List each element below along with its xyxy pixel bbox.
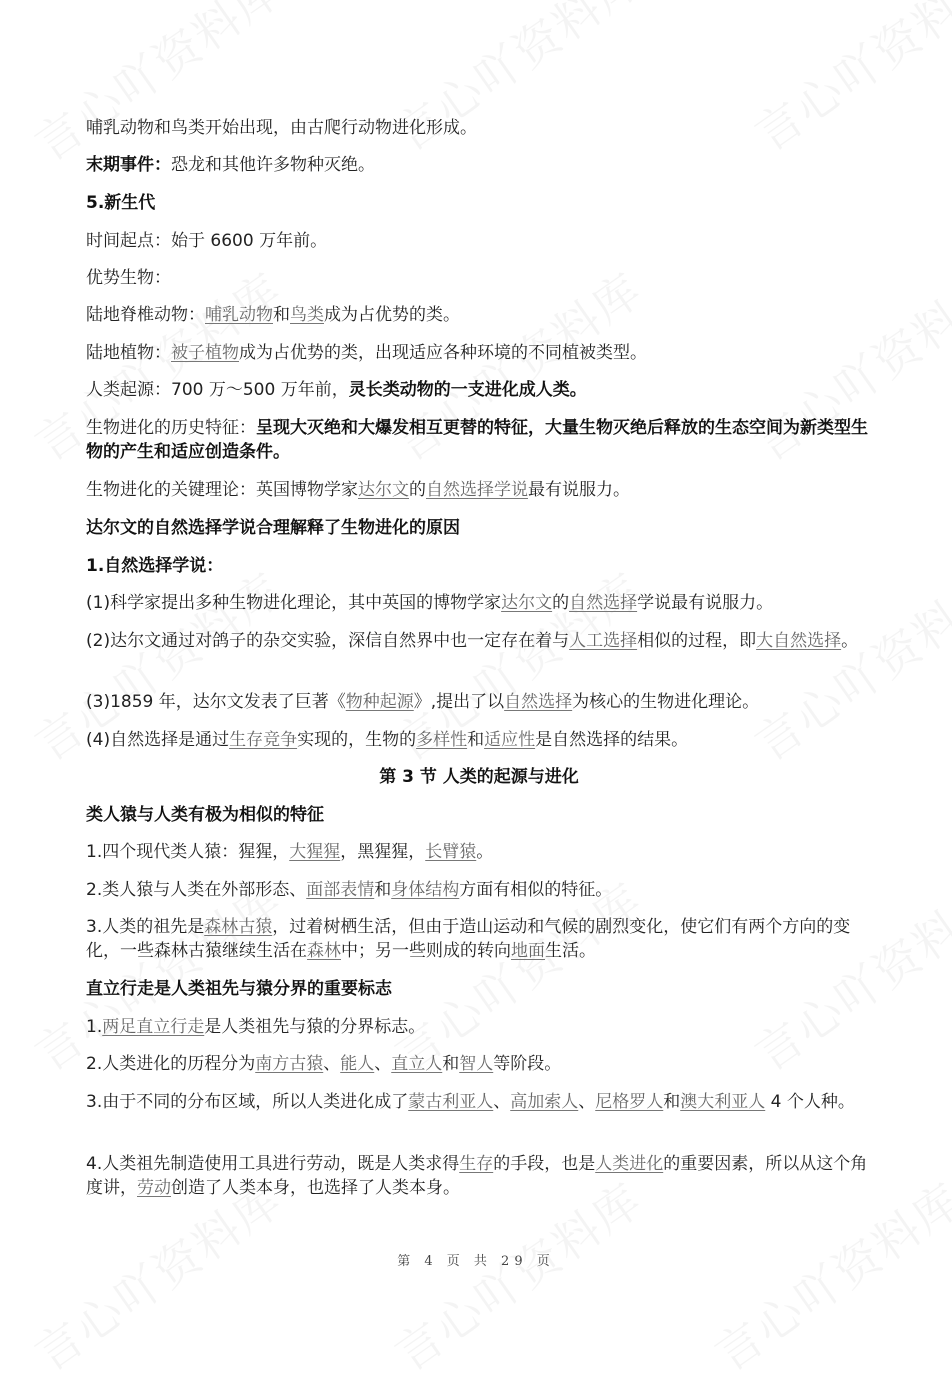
fill-in-answer: 达尔文	[501, 593, 553, 613]
fill-in-answer: 生存	[459, 1154, 494, 1174]
fill-in-answer: 能人	[340, 1054, 375, 1074]
text-segment: 为核心的生物进化理论。	[572, 692, 760, 712]
list-item	[86, 840, 872, 864]
text-segment: 4.人类祖先制造使用工具进行劳动，既是人类求得	[86, 1154, 460, 1174]
text-segment: 1.自然选择学说：	[86, 556, 224, 576]
fill-in-answer: 森林古猿	[204, 917, 273, 937]
fill-in-answer: 澳大利亚人	[680, 1092, 766, 1112]
text-segment: 是人类祖先与猿的分界标志。	[204, 1017, 426, 1037]
subsection-heading	[86, 977, 872, 1001]
fill-in-answer: 鸟类	[290, 305, 324, 325]
text-segment: 成为占优势的类，出现适应各种环境的不同植被类型。	[239, 343, 647, 363]
text-segment: (3)1859 年，达尔文发表了巨著《	[86, 692, 346, 712]
fill-in-answer: 森林	[307, 941, 341, 961]
text-segment: 实现的，生物的	[297, 730, 417, 750]
text-segment: 呈现大灭绝和大爆发相互更替的特征，大量生物灭绝后释放的生态空间为新类型生物的产生和适应创造条件。	[86, 418, 868, 462]
fill-in-answer: 直立人	[391, 1054, 443, 1074]
paragraph	[86, 378, 872, 402]
text-segment: 方面有相似的特征。	[459, 880, 613, 900]
fill-in-answer: 自然选择学说	[426, 480, 528, 500]
fill-in-answer: 自然选择	[504, 692, 573, 712]
text-segment: 、	[323, 1054, 341, 1074]
text-segment: 的重要因素，所以从这个角度讲，	[86, 1154, 868, 1198]
paragraph	[86, 153, 872, 177]
fill-in-answer: 自然选择	[569, 593, 638, 613]
text-segment: 。	[476, 842, 494, 862]
list-item	[86, 1152, 872, 1200]
fill-in-answer: 适应性	[484, 730, 536, 750]
text-segment: 和	[374, 880, 392, 900]
text-segment: 直立行走是人类祖先与猿分界的重要标志	[86, 979, 392, 999]
text-segment: 、	[493, 1092, 511, 1112]
paragraph	[86, 303, 872, 327]
text-segment: 是自然选择的结果。	[535, 730, 689, 750]
fill-in-answer: 大自然选择	[756, 631, 842, 651]
paragraph	[86, 116, 872, 140]
text-segment: 人类起源：700 万～500 万年前，	[86, 380, 349, 400]
fill-in-answer: 人工选择	[569, 631, 638, 651]
text-segment: 1.四个现代类人猿：猩猩，	[86, 842, 290, 862]
fill-in-answer: 蒙古利亚人	[408, 1092, 494, 1112]
list-item	[86, 1090, 872, 1114]
text-segment: 第 3 节 人类的起源与进化	[379, 767, 579, 787]
text-segment: (2)达尔文通过对鸽子的杂交实验，深信自然界中也一定存在着与	[86, 631, 570, 651]
text-segment: 5.新生代	[86, 193, 156, 213]
list-item	[86, 728, 872, 752]
fill-in-answer: 物种起源	[345, 692, 414, 712]
text-segment: (4)自然选择是通过	[86, 730, 230, 750]
subsection-heading	[86, 554, 872, 578]
text-segment: 。	[841, 631, 859, 651]
list-item	[86, 878, 872, 902]
text-segment: 哺乳动物和鸟类开始出现，由古爬行动物进化形成。	[86, 118, 477, 138]
fill-in-answer: 面部表情	[306, 880, 375, 900]
text-segment: 、	[578, 1092, 596, 1112]
watermark	[20, 0, 294, 174]
list-item	[86, 1015, 872, 1039]
paragraph	[86, 416, 872, 464]
fill-in-answer: 人类进化	[595, 1154, 664, 1174]
text-segment: 达尔文的自然选择学说合理解释了生物进化的原因	[86, 518, 460, 538]
text-segment: 末期事件：	[86, 155, 171, 175]
text-segment: 和	[663, 1092, 681, 1112]
chapter-title	[86, 765, 872, 789]
fill-in-answer: 多样性	[416, 730, 468, 750]
text-segment: 3.人类的祖先是	[86, 917, 205, 937]
fill-in-answer: 哺乳动物	[205, 305, 273, 325]
text-segment: 2.人类进化的历程分为	[86, 1054, 256, 1074]
text-segment: 4 个人种。	[765, 1092, 855, 1112]
list-item	[86, 591, 872, 615]
page-footer: 第 4 页 共 29 页	[397, 1254, 555, 1269]
text-segment: 陆地脊椎动物：	[86, 305, 205, 325]
fill-in-answer: 身体结构	[391, 880, 460, 900]
paragraph	[86, 478, 872, 502]
paragraph	[86, 266, 872, 290]
fill-in-answer: 南方古猿	[255, 1054, 324, 1074]
text-segment: 相似的过程，即	[637, 631, 757, 651]
text-segment: 学说最有说服力。	[637, 593, 774, 613]
text-segment: 陆地植物：	[86, 343, 171, 363]
text-segment: 生物进化的历史特征：	[86, 418, 256, 438]
paragraph	[86, 341, 872, 365]
text-segment: 成为占优势的类。	[324, 305, 460, 325]
fill-in-answer: 两足直立行走	[102, 1017, 205, 1037]
fill-in-answer: 高加索人	[510, 1092, 579, 1112]
text-segment: 的手段，也是	[493, 1154, 596, 1174]
text-segment: ，黑猩猩，	[340, 842, 426, 862]
text-segment: 2.类人猿与人类在外部形态、	[86, 880, 307, 900]
text-segment: 生活。	[545, 941, 596, 961]
text-segment: ，过着树栖生活，但由于造山运动和气候的剧烈变化，使它们有两个方向的变化，一些森林古猿继续生活在	[86, 917, 851, 961]
fill-in-answer: 达尔文	[358, 480, 409, 500]
text-segment: 和	[273, 305, 290, 325]
fill-in-answer: 劳动	[137, 1178, 171, 1198]
fill-in-answer: 地面	[511, 941, 545, 961]
text-segment: 灵长类动物的一支进化成人类。	[348, 380, 587, 400]
text-segment: 的	[409, 480, 426, 500]
text-segment: 中；另一些则成的转向	[341, 941, 511, 961]
text-segment: 、	[374, 1054, 392, 1074]
list-item	[86, 690, 872, 714]
section-heading	[86, 191, 872, 215]
text-segment: 和	[442, 1054, 460, 1074]
fill-in-answer: 大猩猩	[289, 842, 341, 862]
text-segment: 》,提出了以	[413, 692, 505, 712]
list-item	[86, 1052, 872, 1076]
text-segment: 的	[552, 593, 570, 613]
list-item	[86, 629, 872, 653]
text-segment: 最有说服力。	[528, 480, 630, 500]
text-segment: 生物进化的关键理论：英国博物学家	[86, 480, 358, 500]
fill-in-answer: 长臂猿	[425, 842, 477, 862]
subsection-heading	[86, 803, 872, 827]
text-segment: 恐龙和其他许多物种灭绝。	[171, 155, 375, 175]
text-segment: 类人猿与人类有极为相似的特征	[86, 805, 324, 825]
list-item	[86, 915, 872, 963]
text-segment: (1)科学家提出多种生物进化理论，其中英国的博物学家	[86, 593, 502, 613]
paragraph	[86, 229, 872, 253]
fill-in-answer: 被子植物	[171, 343, 239, 363]
fill-in-answer: 尼格罗人	[595, 1092, 664, 1112]
text-segment: 和	[467, 730, 485, 750]
text-segment: 等阶段。	[493, 1054, 562, 1074]
text-segment: 1.	[86, 1017, 103, 1037]
text-segment: 时间起点：始于 6600 万年前。	[86, 231, 328, 251]
subsection-heading	[86, 516, 872, 540]
text-segment: 3.由于不同的分布区域，所以人类进化成了	[86, 1092, 409, 1112]
fill-in-answer: 生存竞争	[229, 730, 298, 750]
text-segment: 创造了人类本身，也选择了人类本身。	[171, 1178, 460, 1198]
text-segment: 优势生物：	[86, 268, 171, 288]
fill-in-answer: 智人	[459, 1054, 494, 1074]
